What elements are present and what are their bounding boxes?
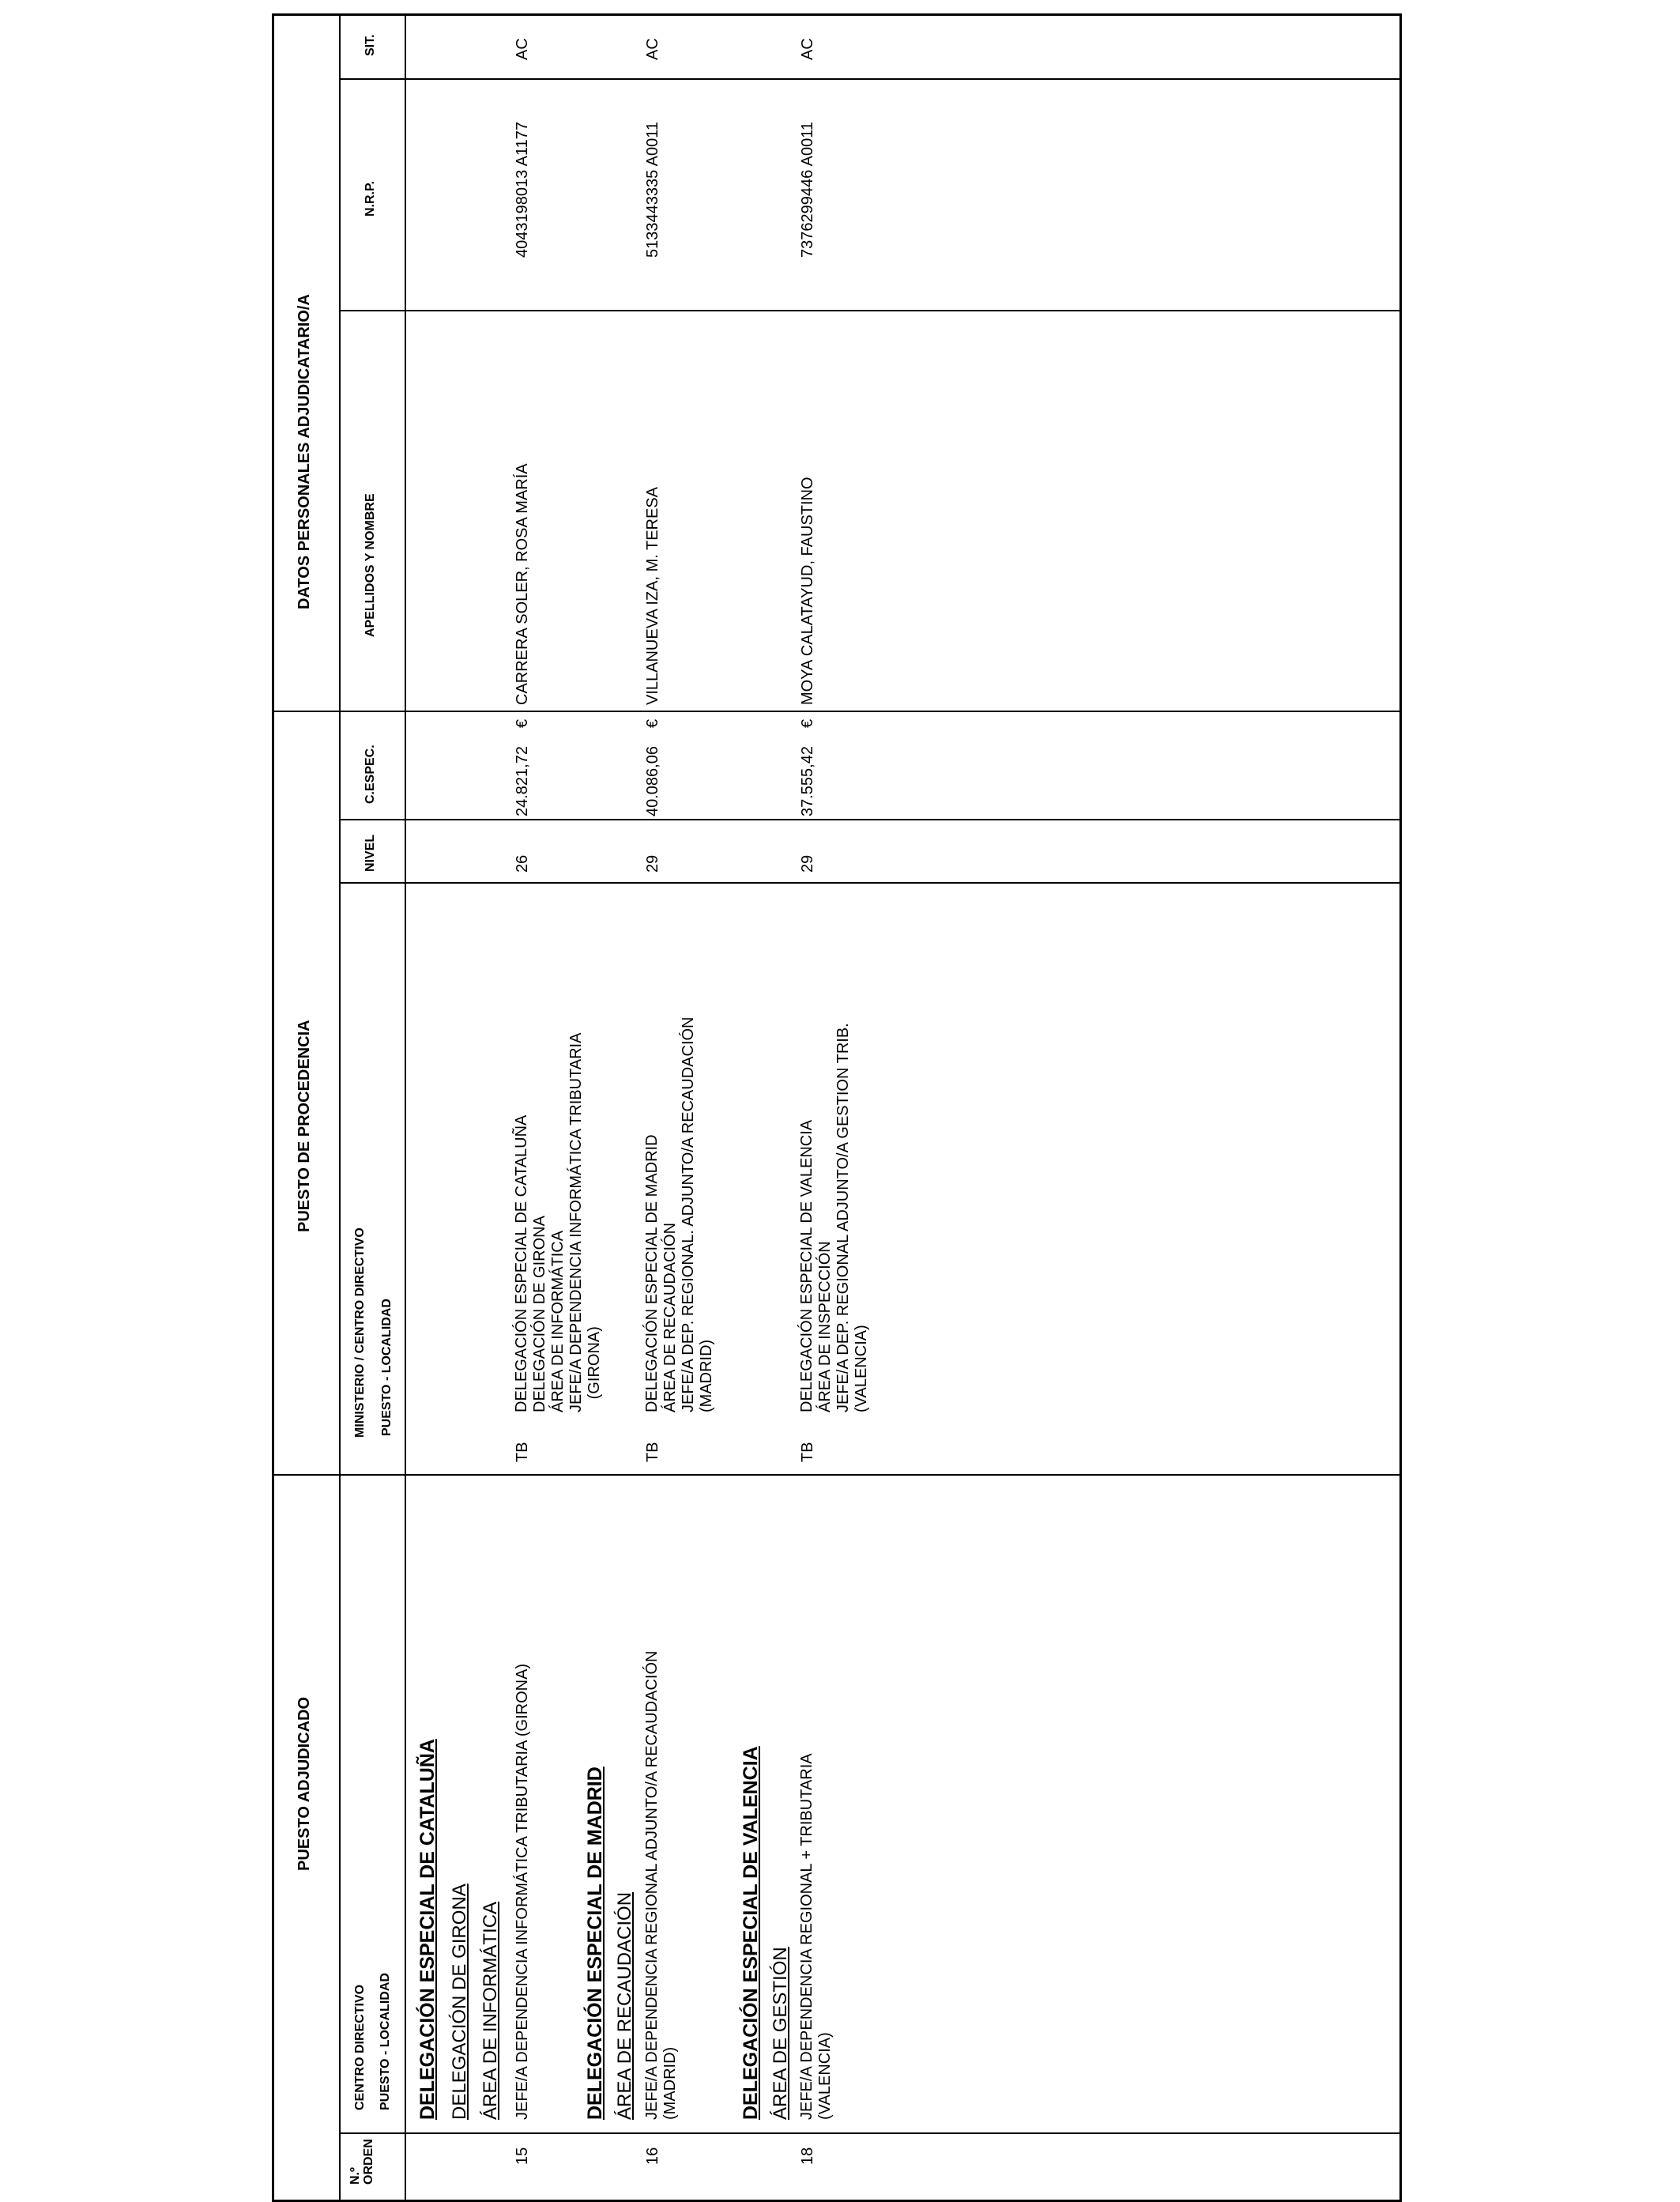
puesto-adjudicado: JEFE/A DEPENDENCIA REGIONAL ADJUNTO/A RECAUDACIÓN (MADRID) [643, 1650, 679, 2120]
header-ministerio-centro: MINISTERIO / CENTRO DIRECTIVO [353, 1227, 367, 1438]
header-sit: SIT. [363, 34, 377, 56]
resolution-table [272, 13, 1402, 2202]
tipo-code: TB [799, 1442, 816, 1462]
divider-orden [339, 2132, 1402, 2134]
unit-label: DELEGACIÓN DE GIRONA [449, 1883, 470, 2120]
orden-number: 18 [799, 2147, 816, 2165]
euro-icon: € [799, 718, 816, 728]
nivel-value: 26 [514, 854, 531, 873]
header-bottom-divider [405, 13, 406, 2202]
nrp-value: 7376299446 A0011 [799, 121, 816, 258]
tipo-code: TB [644, 1442, 661, 1462]
sit-value: AC [799, 38, 816, 60]
header-apellidos-nombre: APELLIDOS Y NOMBRE [363, 493, 377, 637]
divider-nrp [339, 310, 1402, 311]
orden-number: 16 [644, 2147, 661, 2165]
header-puesto-localidad-2: PUESTO - LOCALIDAD [380, 1299, 394, 1436]
header-nrp: N.R.P. [363, 180, 377, 217]
nivel-value: 29 [799, 854, 816, 873]
nrp-value: 5133443335 A0011 [644, 121, 661, 258]
euro-icon: € [644, 718, 661, 728]
header-puesto-localidad: PUESTO - LOCALIDAD [379, 1973, 392, 2110]
header-centro-directivo: CENTRO DIRECTIVO [353, 1984, 367, 2110]
c-espec-value: 24.821,72 [514, 746, 531, 816]
header-datos-personales: DATOS PERSONALES ADJUDICATARIO/A [296, 294, 313, 609]
tipo-code: TB [514, 1442, 531, 1462]
divider-sit [339, 78, 1402, 80]
divider-datos [272, 711, 1402, 712]
header-nivel: NIVEL [363, 834, 377, 872]
c-espec-value: 40.086,06 [644, 746, 661, 816]
puesto-procedencia: DELEGACIÓN ESPECIAL DE VALENCIA ÁREA DE INSPECCIÓN JEFE/A DEP. REGIONAL ADJUNTO/A GESTION TRIB. (VALENCIA) [798, 1023, 870, 1412]
puesto-adjudicado: JEFE/A DEPENDENCIA REGIONAL + TRIBUTARIA (VALENCIA) [798, 1753, 834, 2120]
unit-label: ÁREA DE GESTIÓN [770, 1947, 791, 2120]
unit-label: ÁREA DE RECAUDACIÓN [614, 1891, 635, 2120]
section-title: DELEGACIÓN ESPECIAL DE CATALUÑA [416, 1739, 439, 2120]
apellidos-nombre: MOYA CALATAYUD, FAUSTINO [799, 477, 816, 705]
puesto-procedencia: DELEGACIÓN ESPECIAL DE CATALUÑA DELEGACIÓN DE GIRONA ÁREA DE INFORMÁTICA JEFE/A DEPENDENCIA INFORMÁTICA TRIBUTARIA (GIRONA) [513, 1032, 603, 1412]
section-title: DELEGACIÓN ESPECIAL DE VALENCIA [740, 1746, 762, 2120]
puesto-procedencia: DELEGACIÓN ESPECIAL DE MADRID ÁREA DE RECAUDACIÓN JEFE/A DEP. REGIONAL. ADJUNTO/A RECAUDACIÓN (MADRID) [643, 1016, 715, 1412]
orden-number: 15 [514, 2147, 531, 2165]
header-c-espec: C.ESPEC. [363, 745, 377, 804]
sit-value: AC [644, 38, 661, 60]
divider-nivel [339, 882, 1402, 884]
header-puesto-procedencia: PUESTO DE PROCEDENCIA [296, 1020, 313, 1232]
puesto-adjudicado: JEFE/A DEPENDENCIA INFORMÁTICA TRIBUTARIA (GIRONA) [514, 1663, 531, 2120]
c-espec-value: 37.555,42 [799, 746, 816, 816]
apellidos-nombre: VILLANUEVA IZA, M. TERESA [644, 486, 661, 705]
euro-icon: € [514, 718, 531, 728]
nrp-value: 4043198013 A1177 [514, 121, 531, 258]
sit-value: AC [514, 38, 531, 60]
header-n-orden: N.º ORDEN [348, 2139, 375, 2185]
header-puesto-adjudicado: PUESTO ADJUDICADO [296, 1696, 313, 1871]
divider-cespec [339, 819, 1402, 820]
nivel-value: 29 [644, 854, 661, 873]
apellidos-nombre: CARRERA SOLER, ROSA MARÍA [514, 463, 531, 705]
divider-procedencia [272, 1474, 1402, 1476]
unit-label: ÁREA DE INFORMÁTICA [480, 1901, 501, 2120]
section-title: DELEGACIÓN ESPECIAL DE MADRID [584, 1767, 606, 2120]
header-row-divider [339, 13, 341, 2202]
